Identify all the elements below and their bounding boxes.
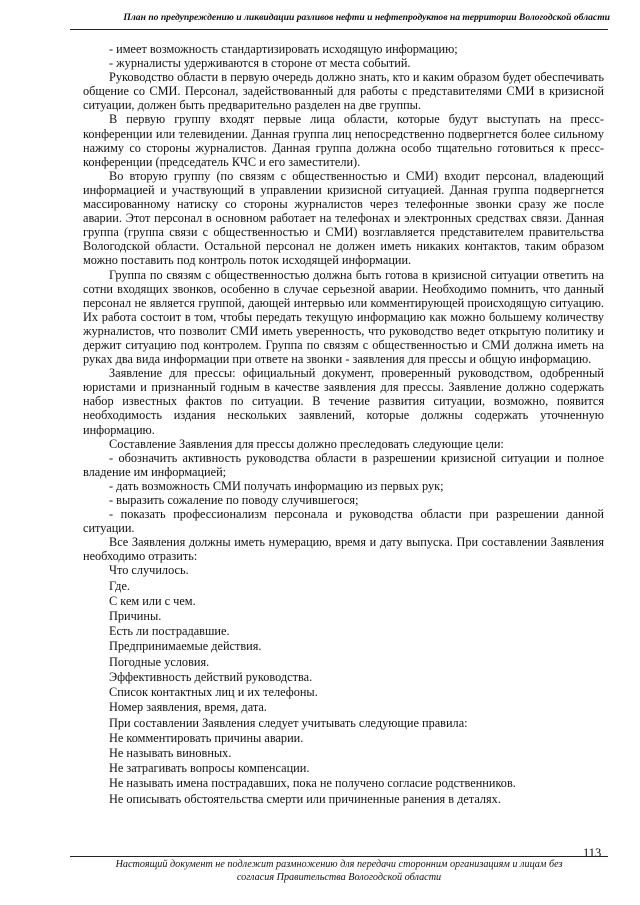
paragraph: Все Заявления должны иметь нумерацию, время и дату выпуска. При составлении Заявления необходимо отразить: xyxy=(83,535,604,564)
list-item: Предпринимаемые действия. xyxy=(109,639,262,654)
paragraph: Составление Заявления для прессы должно преследовать следующие цели: xyxy=(109,436,504,451)
document-body xyxy=(83,42,604,807)
list-item: При составлении Заявления следует учитывать следующие правила: xyxy=(109,715,468,730)
paragraph: Заявление для прессы: официальный документ, проверенный руководством, одобренный юристами и признанный годным в качестве заявления для прессы. Заявление должно содержать набор известных фактов по ситуации. В течение развития ситуации, возможно, появится необходимость издания нескольких заявлений, которые должны содержать уточненную информацию. xyxy=(83,366,604,437)
footer-line: согласия Правительства Вологодской области xyxy=(236,871,442,883)
paragraph: В первую группу входят первые лица области, которые будут выступать на пресс- конференции или телевидении. Данная группа лиц непосредственно подвергнется более сильному нажиму со стороны журналистов. Данная группа должна особо тщательно готовиться к пресс-конференции (председатель КЧС и его заместители). xyxy=(83,112,604,169)
list-item: Погодные условия. xyxy=(109,654,210,669)
dash-item: - показать профессионализм персонала и руководства области при разрешении данной ситуации. xyxy=(83,507,604,536)
list-item: Есть ли пострадавшие. xyxy=(109,624,230,639)
dash-item: - журналисты удерживаются в стороне от места событий. xyxy=(109,56,411,71)
list-item: С кем или с чем. xyxy=(109,593,196,608)
page-number: 113 xyxy=(583,846,602,860)
paragraph-group xyxy=(83,42,604,563)
header-divider xyxy=(70,29,608,30)
list-item: Список контактных лиц и их телефоны. xyxy=(109,685,318,700)
running-header: План по предупреждению и ликвидации разливов нефти и нефтепродуктов на территории Вологодской области xyxy=(123,12,610,23)
list-item: Что случилось. xyxy=(109,563,189,578)
dash-item: - дать возможность СМИ получать информацию из первых рук; xyxy=(109,478,444,493)
info-list xyxy=(83,563,604,806)
list-item: Не описывать обстоятельства смерти или причиненные ранения в деталях. xyxy=(109,791,501,806)
paragraph: Во вторую группу (по связям с общественностью и СМИ) входит персонал, владеющий информацией и участвующий в управлении кризисной ситуацией. Данная группа подвергнется массированному натиску со стороны журналистов через телефонные звонки сразу же после аварии. Этот персонал в основном работает на телефонах и электронных средствах связи. Данная группа (группа связи с общественностью и СМИ) возглавляется представителем правительства Вологодской области. Остальной персонал не должен иметь никаких контактов, таким образом можно поставить под контроль поток исходящей информации. xyxy=(83,168,604,268)
footer-line: Настоящий документ не подлежит размножению для передачи сторонним организациям и лицам без xyxy=(115,859,563,870)
footer-divider xyxy=(70,856,608,857)
dash-item: - выразить сожаление по поводу случившегося; xyxy=(109,493,359,507)
paragraph: Руководство области в первую очередь должно знать, кто и каким образом будет обеспечивать общение со СМИ. Персонал, задействованный для работы с представителями СМИ в кризисной ситуации, должен быть предварительно разделен на две группы. xyxy=(83,70,604,113)
paragraph: Группа по связям с общественностью должна быть готова в кризисной ситуации ответить на сотни входящих звонков, особенно в случае серьезной аварии. Необходимо помнить, что данный персонал не является группой, дающей интервью или комментирующей происходящую ситуацию. Их работа состоит в том, чтобы передать текущую информацию как можно большему количеству журналистов, что позволит СМИ иметь уверенность, что руководство ведет открытую политику и держит ситуацию под контролем. Группа по связям с общественностью и СМИ должна иметь на руках два вида информации при ответе на звонки - заявления для прессы и общую информацию. xyxy=(83,267,604,367)
dash-item: - обозначить активность руководства области в разрешении кризисной ситуации и полное владение им информацией; xyxy=(83,450,604,479)
list-item: Где. xyxy=(109,578,130,593)
list-item: Не затрагивать вопросы компенсации. xyxy=(109,761,310,776)
list-item: Не называть виновных. xyxy=(109,745,232,760)
list-item: Номер заявления, время, дата. xyxy=(109,700,267,715)
dash-item: - имеет возможность стандартизировать исходящую информацию; xyxy=(109,42,458,56)
list-item: Эффективность действий руководства. xyxy=(109,669,313,684)
list-item: Не называть имена пострадавших, пока не получено согласие родственников. xyxy=(109,776,516,791)
list-item: Причины. xyxy=(109,609,162,624)
list-item: Не комментировать причины аварии. xyxy=(109,730,304,745)
footer-notice xyxy=(70,859,608,884)
